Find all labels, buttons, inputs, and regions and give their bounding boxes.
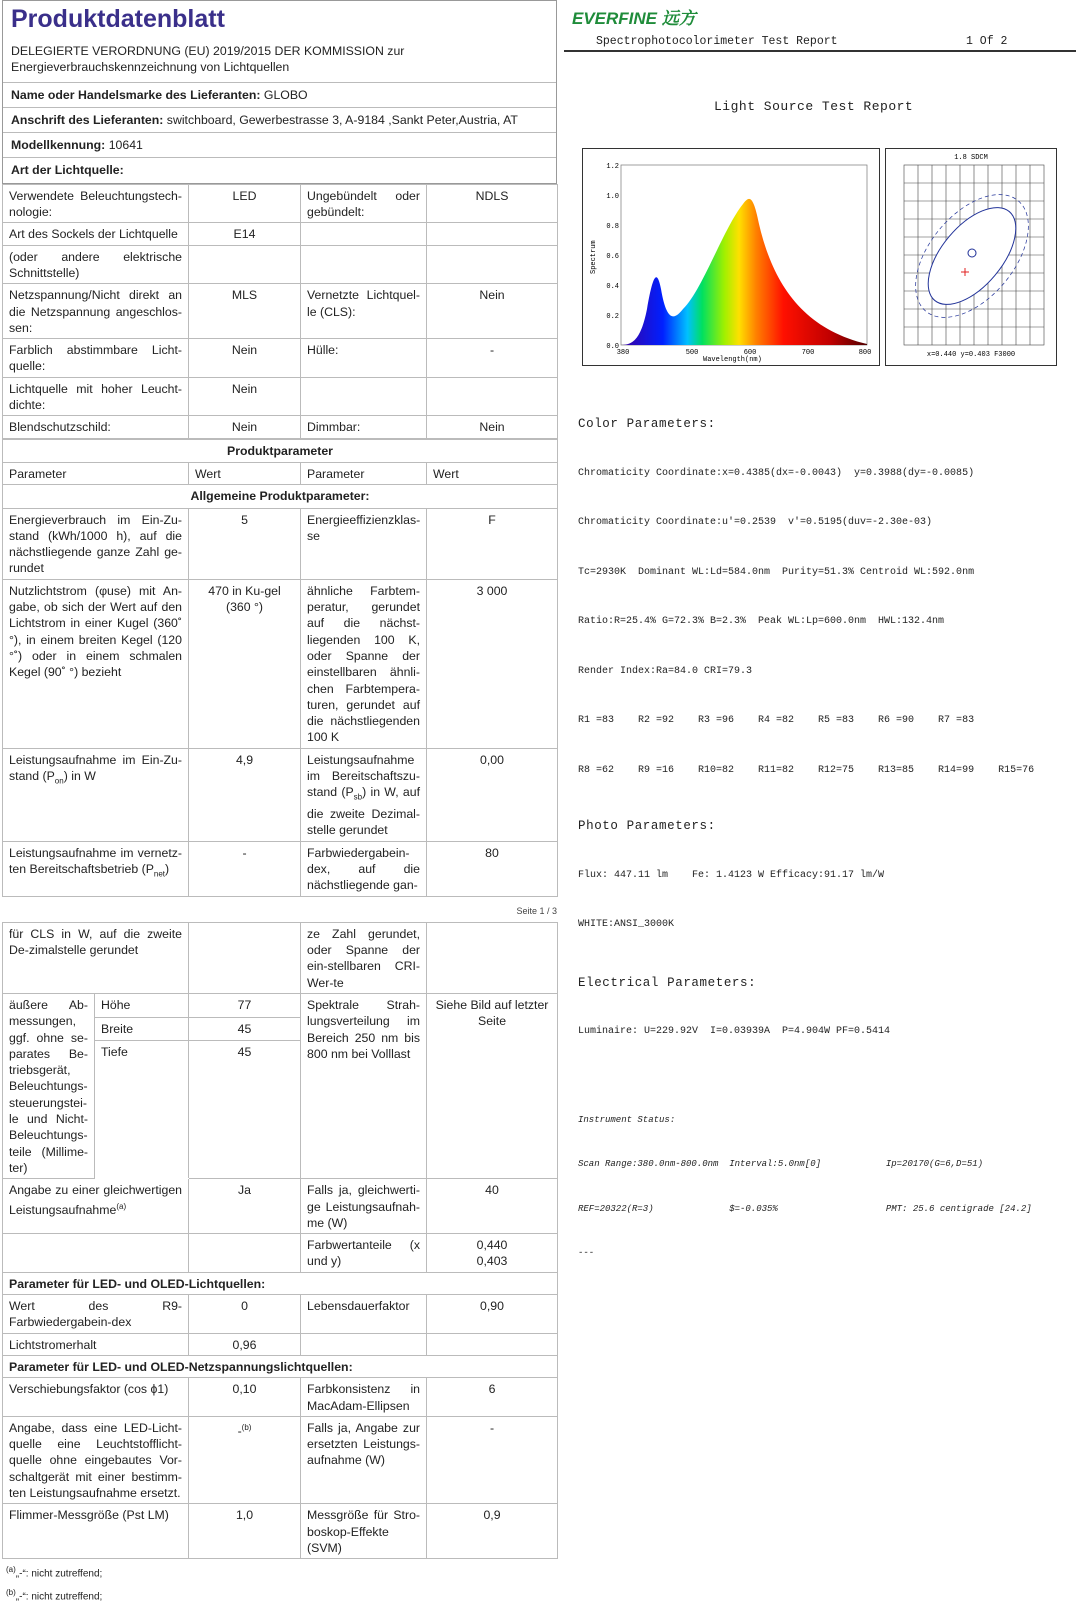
equiv-power-value: 40	[427, 1179, 558, 1234]
macadam-label: Farbkonsistenz in MacAdam-Ellipsen	[301, 1378, 427, 1417]
color-line: Ratio:R=25.4% G=72.3% B=2.3% Peak WL:Lp=600.0nm HWL:132.4nm	[578, 616, 945, 627]
color-line: Tc=2930K Dominant WL:Ld=584.0nm Purity=51.3% Centroid WL:592.0nm	[578, 566, 975, 578]
row-value-2: -	[427, 339, 558, 378]
row-value-2: NDLS	[427, 184, 558, 223]
type-table-row	[3, 223, 558, 245]
footnote-a: $^{(a)}$„-“: nicht zutreffend;	[6, 1565, 103, 1580]
r9-value: 0	[189, 1295, 301, 1334]
retro-power-label: Falls ja, Angabe zur ersetzten Leistungs-aufnahme (W)	[301, 1416, 427, 1503]
cie-footer: x=0.440 y=0.403 F3000	[926, 351, 1016, 359]
col-header-parameter: Parameter	[3, 462, 189, 484]
xy-label: Farbwertanteile (x und y)	[301, 1234, 427, 1273]
row-value: Nein	[189, 377, 301, 416]
led-params-header: Parameter für LED- und OLED-Lichtquellen:	[3, 1272, 558, 1294]
dim-name-height: Höhe	[95, 994, 189, 1018]
cri-label-continued: ze Zahl gerundet, oder Spanne der ein-stellbaren CRI-Wer-te	[301, 922, 427, 993]
cri-label: Farbwiedergabein-dex, auf die nächstliegende gan-	[301, 841, 427, 896]
maint-value: 0,96	[189, 1333, 301, 1355]
row-label-2: Ungebündelt oder gebündelt:	[301, 184, 427, 223]
instrument-line: Instrument Status:	[578, 1114, 676, 1125]
retro-label: Angabe, dass eine LED-Licht-quelle eine Leuchtstofflicht-quelle ohne eingebautes Vor-schaltgerät mit einer bestimm-ten Leistungsaufnahme ersetzt.	[3, 1416, 189, 1503]
cosphi-label: Verschiebungsfaktor (cos ϕ1)	[3, 1378, 189, 1417]
spectrum-curve	[621, 199, 867, 345]
supplier-row: Name oder Handelsmarke des Lieferanten: GLOBO	[3, 83, 556, 108]
model-row: Modellkennung: 10641	[3, 133, 556, 158]
color-line: Render Index:Ra=84.0 CRI=79.3	[578, 665, 753, 677]
type-table-row	[3, 284, 558, 339]
photo-line: Flux: 447.11 lm Fe: 1.4123 W Efficacy:91.17 lm/W	[578, 869, 885, 881]
everfine-logo: EVERFINE 远方	[572, 9, 696, 28]
report-title: Light Source Test Report	[714, 99, 914, 114]
row-value-2: Nein	[427, 284, 558, 339]
row-label-2: Hülle:	[301, 339, 427, 378]
xtick: 700	[801, 349, 815, 357]
dims-label: äußere Ab-messungen, ggf. ohne se-parates Be-triebsgerät, Beleuchtungs-steuerungstei-le und Nicht-Beleuchtungs-teile (Millime-ter)	[3, 994, 95, 1179]
color-line: R1 =83 R2 =92 R3 =96 R4 =82 R5 =83 R6 =90 R7 =83	[578, 715, 975, 726]
ytick: 0.8	[606, 223, 619, 231]
report-header	[564, 33, 1076, 52]
life-label: Lebensdauerfaktor	[301, 1295, 427, 1334]
maint-label: Lichtstromerhalt	[3, 1333, 189, 1355]
address-row: Anschrift des Lieferanten: switchboard, Gewerbestrasse 3, A-9184 ,Sankt Peter,Austria, AT	[3, 108, 556, 133]
svm-value: 0,9	[427, 1504, 558, 1559]
flux-value: 470 in Ku-gel (360 °)	[189, 579, 301, 748]
xtick: 500	[685, 349, 699, 357]
spectrum-ylabel: Spectrum	[590, 240, 598, 274]
cosphi-value: 0,10	[189, 1378, 301, 1417]
row-value: E14	[189, 223, 301, 245]
col-header-wert-2: Wert	[427, 462, 558, 484]
ytick: 0.4	[606, 283, 619, 291]
flux-label: Nutzlichtstrom (φuse) mit An-gabe, ob sich der Wert auf den Lichtstrom in einer Kugel (360˚ °), in einem breiten Kegel (120 °˚) oder in einem schmalen Kegel (90˚ °) bezieht	[3, 579, 189, 748]
type-row: Art der Lichtquelle:	[11, 163, 124, 178]
eclass-label: Energieeffizienzklas-se	[301, 508, 427, 579]
supplier-value: GLOBO	[263, 87, 308, 102]
row-label: Lichtquelle mit hoher Leucht-dichte:	[3, 377, 189, 416]
report-parameters	[578, 383, 1034, 1293]
pnet-label: Leistungsaufnahme im vernetz-ten Bereitschaftsbetrieb $(P_{net})$	[3, 841, 189, 896]
address-value: switchboard, Gewerbestrasse 3, A-9184 ,Sankt Peter,Austria, AT	[166, 112, 518, 127]
sheet-header-box	[2, 35, 557, 184]
report-header-title: Spectrophotocolorimeter Test Report	[596, 35, 838, 48]
row-value: MLS	[189, 284, 301, 339]
spectrum-svg	[583, 149, 879, 365]
type-table-row	[3, 245, 558, 284]
ytick: 0.6	[606, 253, 619, 261]
cie-svg	[886, 149, 1056, 365]
product-parameters-table-continued	[2, 922, 558, 1559]
sheet-title: Produktdatenblatt	[2, 0, 557, 35]
dim-name-width: Breite	[95, 1017, 189, 1041]
mains-params-header: Parameter für LED- und OLED-Netzspannungslichtquellen:	[3, 1355, 558, 1377]
row-label: Art des Sockels der Lichtquelle	[3, 223, 189, 245]
xy-value: 0,440 0,403	[427, 1234, 558, 1273]
pon-label: Leistungsaufnahme im Ein-Zu-stand $(P_{on})$ in W	[3, 748, 189, 841]
row-label-2: Vernetzte Lichtquel-le (CLS):	[301, 284, 427, 339]
dim-value-height: 77	[189, 994, 301, 1018]
spectrum-chart	[582, 148, 880, 366]
equiv-power-label: Falls ja, gleichwerti-ge Leistungsaufnah-me (W)	[301, 1179, 427, 1234]
pnet-label-continued: für CLS in W, auf die zweite De-zimalstelle gerundet	[3, 922, 189, 993]
instrument-line: ---	[578, 1248, 595, 1258]
regulation-text: DELEGIERTE VERORDNUNG (EU) 2019/2015 DER KOMMISSION zur Energieverbrauchskennzeichnung von Lichtquellen	[3, 35, 556, 83]
cri-value: 80	[427, 841, 558, 896]
spd-label: Spektrale Strah-lungsverteilung im Bereich 250 nm bis 800 nm bei Volllast	[301, 994, 427, 1179]
ytick: 1.2	[606, 163, 619, 171]
retro-value: -$^{(b)}$	[189, 1416, 301, 1503]
equiv-label: Angabe zu einer gleichwertigen Leistungsaufnahme$^{(a)}$	[3, 1179, 189, 1234]
equiv-value: Ja	[189, 1179, 301, 1234]
type-table-row	[3, 377, 558, 416]
psb-value: 0,00	[427, 748, 558, 841]
color-line: R8 =62 R9 =16 R10=82 R11=82 R12=75 R13=85 R14=99 R15=76	[578, 764, 1035, 776]
cie-title: 1.8 SDCM	[954, 154, 988, 162]
energy-label: Energieverbrauch im Ein-Zu-stand (kWh/1000 h), auf die nächstliegende ganze Zahl ge-rundet	[3, 508, 189, 579]
row-label-2	[301, 223, 427, 245]
type-table-row	[3, 416, 558, 438]
life-value: 0,90	[427, 1295, 558, 1334]
color-params-header: Color Parameters:	[578, 417, 716, 431]
produktparameter-header: Produktparameter	[3, 439, 558, 462]
product-parameters-table	[2, 439, 558, 897]
col-header-wert: Wert	[189, 462, 301, 484]
page-number: Seite 1 / 3	[516, 905, 557, 916]
svm-label: Messgröße für Stro-boskop-Effekte (SVM)	[301, 1504, 427, 1559]
type-table-row	[3, 339, 558, 378]
row-value-2	[427, 245, 558, 284]
instrument-line: Scan Range:380.0nm-800.0nm Interval:5.0nm[0] Ip=20170(G=6,D=51)	[578, 1159, 984, 1169]
flicker-value: 1,0	[189, 1504, 301, 1559]
row-value-2: Nein	[427, 416, 558, 438]
flicker-label: Flimmer-Messgröße (Pst LM)	[3, 1504, 189, 1559]
type-table-row	[3, 184, 558, 223]
spd-value: Siehe Bild auf letzter Seite	[427, 994, 558, 1179]
product-data-sheet	[2, 0, 557, 1606]
macadam-value: 6	[427, 1378, 558, 1417]
allgemeine-header: Allgemeine Produktparameter:	[3, 485, 558, 508]
row-label-2	[301, 245, 427, 284]
dim-value-width: 45	[189, 1017, 301, 1041]
row-label: (oder andere elektrische Schnittstelle)	[3, 245, 189, 284]
row-label-2	[301, 377, 427, 416]
psb-label: Leistungsaufnahme im Bereitschaftszu-stand $(P_{sb})$ in W, auf die zweite Dezimal-stelle gerundet	[301, 748, 427, 841]
ytick: 0.2	[606, 313, 619, 321]
elec-params-header: Electrical Parameters:	[578, 975, 757, 990]
row-value: Nein	[189, 416, 301, 438]
row-value	[189, 245, 301, 284]
photo-line: WHITE:ANSI_3000K	[578, 919, 675, 930]
dim-name-depth: Tiefe	[95, 1041, 189, 1179]
row-label: Netzspannung/Nicht direkt an die Netzspannung angeschlos-sen:	[3, 284, 189, 339]
cct-label: ähnliche Farbtem-peratur, gerundet auf die nächst-liegenden 100 K, oder Spanne der einstellbaren ähnli-chen Farbtempera-turen, gerundet auf die nächstliegenden 100 K	[301, 579, 427, 748]
r9-label: Wert des R9-Farbwiedergabein-dex	[3, 1295, 189, 1334]
row-value-2	[427, 377, 558, 416]
color-line: Chromaticity Coordinate:u'=0.2539 v'=0.5195(duv=-2.30e-03)	[578, 517, 933, 528]
elec-line: Luminaire: U=229.92V I=0.03939A P=4.904W PF=0.5414	[578, 1026, 891, 1037]
footnote-b: $^{(b)}$„-“: nicht zutreffend;	[6, 1587, 103, 1602]
macadam-ellipse	[912, 192, 1033, 319]
pon-value: 4,9	[189, 748, 301, 841]
xtick: 380	[616, 349, 630, 357]
col-header-parameter-2: Parameter	[301, 462, 427, 484]
lightsource-type-table	[2, 184, 558, 439]
photo-params-header: Photo Parameters:	[578, 819, 716, 833]
cie-chart	[885, 148, 1057, 366]
energy-value: 5	[189, 508, 301, 579]
row-value: LED	[189, 184, 301, 223]
row-value-2	[427, 223, 558, 245]
footnotes	[2, 1559, 557, 1606]
row-label: Verwendete Beleuchtungstech-nologie:	[3, 184, 189, 223]
color-line: Chromaticity Coordinate:x=0.4385(dx=-0.0043) y=0.3988(dy=-0.0085)	[578, 467, 975, 479]
xtick: 600	[743, 349, 757, 357]
xtick: 800	[858, 349, 872, 357]
spectrum-xlabel: Wavelength(nm)	[703, 356, 762, 364]
row-label: Blendschutzschild:	[3, 416, 189, 438]
row-value: Nein	[189, 339, 301, 378]
instrument-line: REF=20322(R=3) $=-0.035% PMT: 25.6 centigrade [24.2]	[578, 1203, 1032, 1214]
test-report	[564, 0, 1076, 1258]
eclass-value: F	[427, 508, 558, 579]
ytick: 1.0	[606, 193, 619, 201]
dim-value-depth: 45	[189, 1041, 301, 1179]
ytick: 0.0	[606, 343, 619, 351]
pnet-value: -	[189, 841, 301, 896]
row-label: Farblich abstimmbare Licht-quelle:	[3, 339, 189, 378]
row-label-2: Dimmbar:	[301, 416, 427, 438]
cct-value: 3 000	[427, 579, 558, 748]
model-value: 10641	[108, 138, 143, 153]
report-page: 1 Of 2	[966, 35, 1008, 48]
retro-power-value: -	[427, 1416, 558, 1503]
